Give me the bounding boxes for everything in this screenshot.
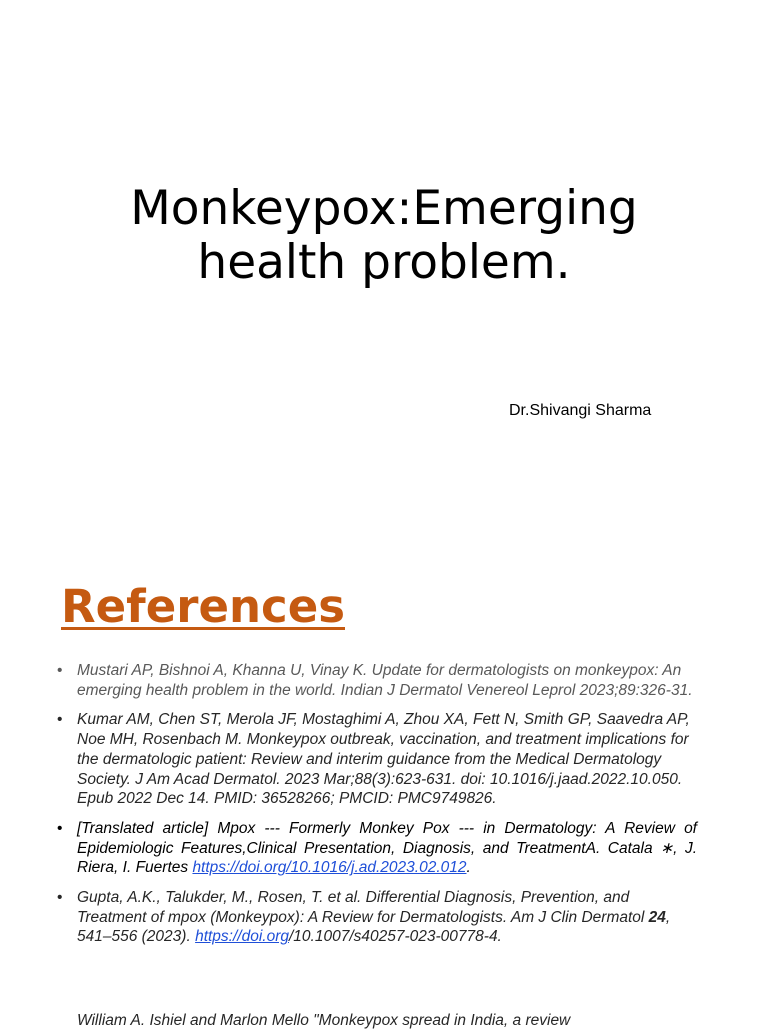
reference-tail: /10.1007/s40257-023-00778-4. <box>289 928 502 946</box>
reference-text: Mustari AP, Bishnoi A, Khanna U, Vinay K. Update for dermatologists on monkeypox: An emerging health problem in the world. Indian J Dermatol Venereol Leprol 2023;89:326-31. <box>77 662 693 699</box>
reference-item <box>57 888 697 947</box>
title-line-2: health problem. <box>197 235 571 290</box>
reference-text: Kumar AM, Chen ST, Merola JF, Mostaghimi A, Zhou XA, Fett N, Smith GP, Saavedra AP, Noe MH, Rosenbach M. Monkeypox outbreak, vaccination, and treatment implications for the dermatologic patient: Review and interim guidance from the Medical Dermatology Society. J Am Acad Dermatol. 2023 Mar;88(3):623-631. doi: 10.1016/j.jaad.2022.10.050. Epub 2022 Dec 14. PMID: 36528266; PMCID: PMC9749826. <box>77 711 690 808</box>
references-list <box>57 661 697 957</box>
reference-tail: . <box>466 859 471 877</box>
reference-text: [Translated article] Mpox --- Formerly Monkey Pox --- in Dermatology: A Review of Epidemiologic Features,Clinical Presentation, Diagnosis, and TreatmentA. Catala ∗, J. Riera, I. Fuertes <box>77 819 697 877</box>
references-heading: References <box>61 580 345 633</box>
reference-text: Gupta, A.K., Talukder, M., Rosen, T. et al. Differential Diagnosis, Prevention, and Treatment of mpox (Monkeypox): A Review for Dermatologists. Am J Clin Dermatol <box>77 889 649 926</box>
reference-doi-link[interactable]: https://doi.org <box>195 928 289 946</box>
reference-item <box>57 819 697 878</box>
reference-pages: , 541–556 (2023). <box>77 908 671 946</box>
reference-item <box>57 661 697 700</box>
reference-item-cutoff: William A. Ishiel and Marlon Mello "Monkeypox spread in India, a review <box>77 1012 571 1029</box>
author-name: Dr.Shivangi Sharma <box>509 402 652 419</box>
title-line-1: Monkeypox:Emerging <box>130 181 638 236</box>
reference-doi-link[interactable]: https://doi.org/10.1016/j.ad.2023.02.012 <box>192 859 467 877</box>
reference-item <box>57 710 697 809</box>
slide-title <box>0 182 768 290</box>
reference-volume: 24 <box>648 908 666 926</box>
